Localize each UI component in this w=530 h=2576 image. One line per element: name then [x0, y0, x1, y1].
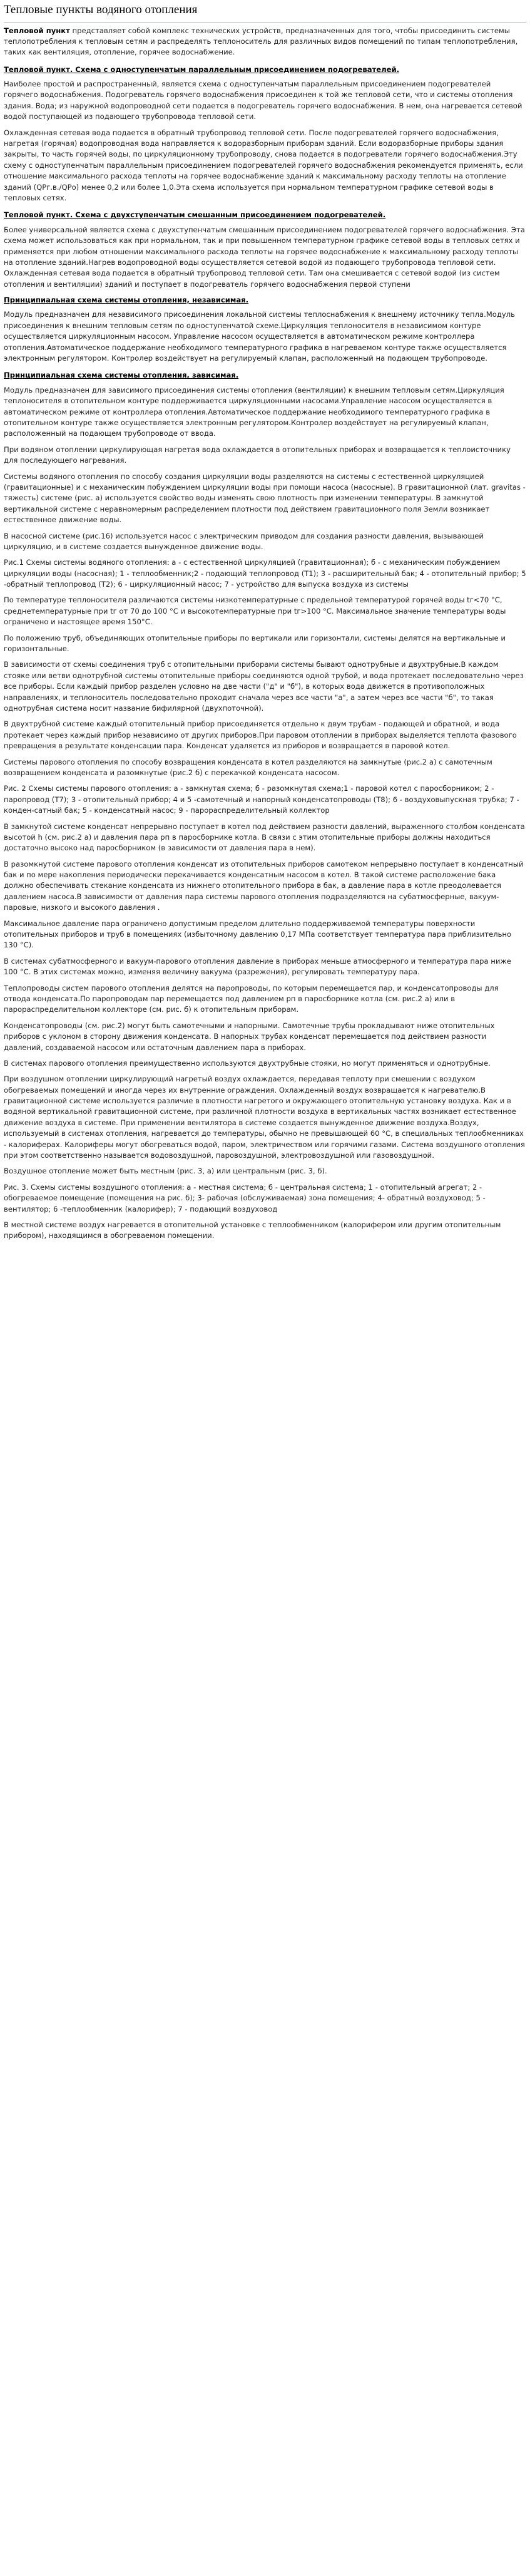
paragraph: В системах парового отопления преимущественно используются двухтрубные стояки, но могут применяться и однотрубные.	[4, 1058, 491, 1068]
paragraph: По положению труб, объединяющих отопительные приборы по вертикали или горизонтали, системы делятся на вертикальные и горизонтальные.	[4, 633, 506, 654]
section-heading: Принципиальная схема системы отопления, зависимая.	[4, 371, 239, 380]
paragraph: Рис.1 Схемы системы водяного отопления: а - с естественной циркуляцией (гравитационная); б - с механическим побуждением циркуляции воды (насосная); 1 - теплообменник;2 - подающий теплопровод (Т1); 3 - расширительный бак; 4 - отопительный прибор; 5 -обратный теплопровод (Т2); 6 - циркуляционный насос; 7 - устройство для выпуска воздуха из системы	[4, 558, 526, 589]
section-heading: Тепловой пункт. Схема с одноступенчатым параллельным присоединением подогревателей.	[4, 64, 400, 74]
paragraph: В системах субатмосферного и вакуум-парового отопления давление в приборах меньше атмосферного и температура пара ниже 100 °С. В этих системах можно, изменяя величину вакуума (разрежения), регулировать температуру пара.	[4, 956, 511, 977]
paragraph: Теплопроводы систем парового отопления делятся на паропроводы, по которым перемещается пар, и конденсатопроводы для отвода конденсата.По паропроводам пар перемещается под давлением pп в паросборнике котла (см. рис.2 а) или в парораспределительном коллекторе (см. рис. б) к отопительным приборам.	[4, 983, 499, 1014]
paragraph: Системы парового отопления по способу возвращения конденсата в котел разделяются на замкнутые (рис.2 а) с самотечным возвращением конденсата и разомкнутые (рис.2 б) с перекачкой конденсата насосом.	[4, 757, 492, 777]
paragraph: В разомкнутой системе парового отопления конденсат из отопительных приборов самотеком непрерывно поступает в конденсатный бак и по мере накопления периодически перекачивается конденсатным насосом в котел. В такой системе расположение бака должно обеспечивать стекание конденсата из нижнего отопительного прибора в бак, а давление пара в котле преодолевается давлением насоса.В зависимости от давления пара системы парового отопления подразделяются на субатмосферные, вакуум-паровые, низкого и высокого давления .	[4, 859, 524, 912]
paragraph: Максимальное давление пара ограничено допустимым пределом длительно поддерживаемой температуры поверхности отопительных приборов и труб в помещениях (избыточному давлению 0,17 МПа соответствует температура пара приблизительно 130 °С).	[4, 919, 512, 950]
paragraph: При водяном отоплении циркулирующая нагретая вода охлаждается в отопительных приборах и возвращается к теплоисточнику для последующего нагревания.	[4, 445, 511, 465]
paragraph: Рис. 2 Схемы системы парового отопления: а - замкнутая схема; б - разомкнутая схема;1 - паровой котел с паросборником; 2 - паропровод (Т7); 3 - отопительный прибор; 4 и 5 -самотечный и напорный конденсатопроводы (Т8); 6 - воздуховыпускная трубка; 7 - конден-сатный бак; 5 - конденсатный насос; 9 - парораспределительный коллектор	[4, 784, 519, 815]
section-heading: Принципиальная схема системы отопления, независимая.	[4, 296, 249, 305]
lead-paragraph	[4, 26, 526, 58]
article	[0, 0, 530, 1242]
paragraph: Рис. 3. Схемы системы воздушного отопления: а - местная система; б - центральная система; 1 - отопительный агрегат; 2 - обогреваемое помещение (помещения на рис. б); 3- рабочая (обслуживаемая) зона помещения; 4- обратный воздуховод; 5 - вентилятор; 6 -теплообменник (калорифер); 7 - подающий воздуховод	[4, 1182, 486, 1213]
paragraph: Модуль предназначен для зависимого присоединения системы отопления (вентиляции) к внешним тепловым сетям.Циркуляция теплоносителя в отопительном контуре поддерживается циркуляционными насосами.Управление насосом осуществляется в автоматическом режиме от контроллера отопления.Автоматическое поддержание необходимого температурного графика в отопительном контуре также осуществляется электронным регулятором.Контролер воздействует на регулируемый клапан, расположенный на подающем трубопроводе от ввода.	[4, 385, 504, 438]
paragraph: Системы водяного отопления по способу создания циркуляции воды разделяются на системы с естественной циркуляцией (гравитационные) и с механическим побуждением циркуляции воды при помощи насоса (насосные). В гравитационной (лат. gravitas - тяжесть) системе (рис. а) используется свойство воды изменять свою плотность при изменении температуры. В замкнутой вертикальной системе с неравномерным распределением плотности под действием гравитационного поля Земли возникает естественное движение воды.	[4, 471, 526, 525]
paragraph: По температуре теплоносителя различаются системы низкотемпературные с предельной температурой горячей воды tг<70 °С, среднетемпературные при tг от 70 до 100 °С и высокотемпературные при tг>100 °С. Максимальное значение температуры воды ограничено и настоящее время 150°С.	[4, 595, 506, 627]
paragraph: Воздушное отопление может быть местным (рис. 3, а) или центральным (рис. 3, б).	[4, 1167, 327, 1176]
article-body	[4, 26, 526, 1242]
paragraph: Охлажденная сетевая вода подается в обратный трубопровод тепловой сети. После подогревателей горячего водоснабжения, нагретая (горячая) водопроводная вода направляется к водоразборным приборам зданий. Если водоразборные приборы здания закрыты, то часть горячей воды, по циркуляционному трубопроводу, снова подается в подогреватели горячего водоснабжения.Эту схему с одноступенчатым параллельным присоединением подогревателей горячего водоснабжения рекомендуется применять, если отношение максимального расхода теплоты на горячее водоснабжение зданий к максимальному расходу теплоты на отопление зданий (QРг.в./QРо) менее 0,2 или более 1,0.Эта схема используется при нормальном температурном графике сетевой воды в тепловых сетях.	[4, 128, 523, 202]
paragraph: В замкнутой системе конденсат непрерывно поступает в котел под действием разности давлений, выраженного столбом конденсата высотой h (см. рис.2 а) и давления пара pп в паросборнике котла. В связи с этим отопительные приборы должны находиться достаточно высоко над паросборником (в зависимости от давления пара в нем).	[4, 822, 525, 853]
paragraph: В насосной системе (рис.16) используется насос с электрическим приводом для создания разности давления, вызывающей циркуляцию, и в системе создается вынужденное движение воды.	[4, 531, 484, 551]
paragraph: Модуль предназначен для независимого присоединения локальной системы теплоснабжения к внешнему источнику тепла.Модуль присоединения к внешним тепловым сетям по одноступенчатой схеме.Циркуляция теплоносителя в независимом контуре осуществляется циркуляционным насосом. Управление насосом осуществляется в автоматическом режиме контроллера отопления.Автоматическое поддержание необходимого температурного графика в нагреваемом контуре также осуществляется электронным регулятором. Контролер воздействует на регулируемый клапан, расположенный на подающем трубопроводе.	[4, 310, 515, 363]
paragraph: При воздушном отоплении циркулирующий нагретый воздух охлаждается, передавая теплоту при смешении с воздухом обогреваемых помещений и иногда через их внутренние ограждения. Охлажденный воздух возвращается к нагревателю.В гравитационной системе используется различие в плотности нагретого и окружающего отопительную установку воздуха. Как и в водяной вертикальной гравитационной системе, при различной плотности воздуха в вертикальных частях возникает естественное движение воздуха в системе. При применении вентилятора в системе создается вынужденное движение воздуха.Воздух, используемый в системах отопления, нагревается до температуры, обычно не превышающей 60 °С, в специальных теплообменниках - калориферах. Калориферы могут обогреваться водой, паром, электричеством или горячими газами. Система воздушного отопления при этом соответственно называется водовоздушной, паровоздушной, электровоздушной или газовоздушной.	[4, 1074, 525, 1160]
paragraph: В зависимости от схемы соединения труб с отопительными приборами системы бывают однотрубные и двухтрубные.В каждом стояке или ветви однотрубной системы отопительные приборы соединяются одной трубой, и вода протекает последовательно через все приборы. Если каждый прибор разделен условно на две части ("д" и "б"), в которых вода движется в противоположных направлениях, и теплоноситель последовательно проходит сначала через все части "а", а затем через все части "б", то такая однотрубная система носит название бифилярной (двухпоточной).	[4, 660, 524, 713]
paragraph: В местной системе воздух нагревается в отопительной установке с теплообменником (калорифером или другим отопительным прибором), находящимся в обогреваемом помещении.	[4, 1220, 501, 1240]
paragraph: В двухтрубной системе каждый отопительный прибор присоединяется отдельно к двум трубам - подающей и обратной, и вода протекает через каждый прибор независимо от других приборов.При паровом отоплении в приборах выделяется теплота фазового превращения в результате конденсации пара. Конденсат удаляется из приборов и возвращается в паровой котел.	[4, 719, 517, 751]
section-heading: Тепловой пункт. Схема с двухступенчатым смешанным присоединением подогревателей.	[4, 210, 386, 220]
lead-term: Тепловой пункт	[4, 26, 70, 35]
paragraph: Конденсатопроводы (см. рис.2) могут быть самотечными и напорными. Самотечные трубы прокладывают ниже отопительных приборов с уклоном в сторону движения конденсата. В напорных трубах конденсат перемещается под действием разности давлений, создаваемой насосом или остаточным давлением пара в приборах.	[4, 1021, 495, 1052]
lead-text: представляет собой комплекс технических устройств, предназначенных для того, чтобы присоединить системы теплопотребления к тепловым сетям и распределять теплоноситель для различных видов помещений по типам теплопотребления, таких как вентиляция, отопление, горячее водоснабжение.	[4, 26, 518, 57]
paragraph: Более универсальной является схема с двухступенчатым смешанным присоединением подогревателей горячего водоснабжения. Эта схема может использоваться как при нормальном, так и при повышенном температурном графике сетевой воды в тепловых сетях и применяется при любом отношении максимального расхода теплоты на горячее водоснабжение к максимальному расходу теплоты на отопление зданий.Нагрев водопроводной воды осуществляется сетевой водой из подающего трубопровода тепловой сети. Охлажденная сетевая вода подается в обратный трубопровод тепловой сети. Там она смешивается с сетевой водой (из систем отопления и вентиляции) зданий и поступает в подогреватель горячего водоснабжения первой ступени	[4, 225, 525, 289]
page-title: Тепловые пункты водяного отопления	[4, 1, 526, 23]
paragraph: Наиболее простой и распространенный, является схема с одноступенчатым параллельным присоединением подогревателей горячего водоснабжения. Подогреватель горячего водоснабжения присоединен к той же тепловой сети, что и системы отопления здания. Вода; из наружной водопроводной сети подается в подогреватель горячего водоснабжения. В нем, она нагревается сетевой водой поступающей из подающего трубопровода тепловой сети.	[4, 80, 522, 121]
